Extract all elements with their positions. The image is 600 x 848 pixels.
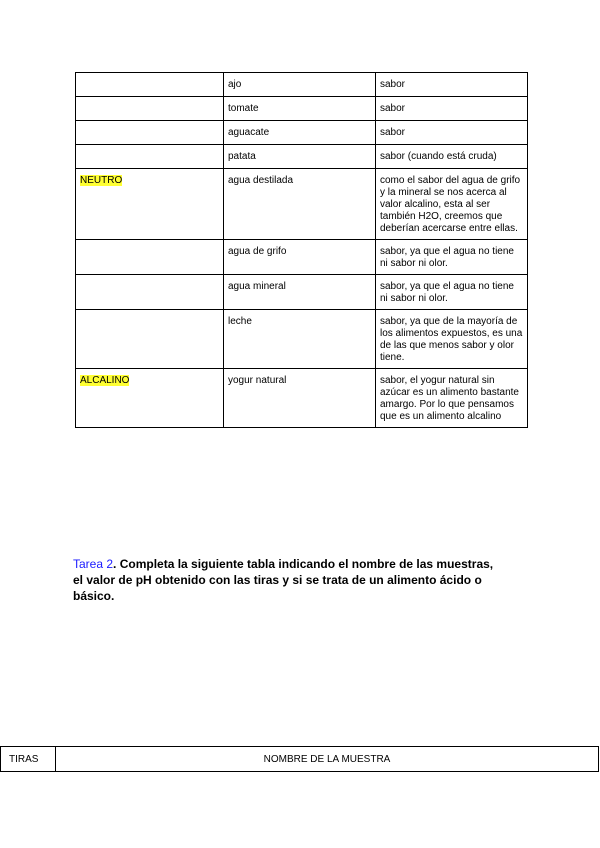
- food-cell: agua destilada: [224, 169, 376, 240]
- alcalino-highlight: ALCALINO: [80, 375, 130, 386]
- table-row: [76, 121, 528, 145]
- table-row: [76, 97, 528, 121]
- task-label: Tarea 2: [73, 557, 114, 571]
- category-cell: [76, 275, 224, 310]
- reason-cell: sabor: [376, 73, 528, 97]
- food-cell: aguacate: [224, 121, 376, 145]
- table-row: [76, 310, 528, 369]
- table-row: [76, 240, 528, 275]
- sample-name-header: NOMBRE DE LA MUESTRA: [56, 747, 599, 772]
- neutro-highlight: NEUTRO: [80, 175, 123, 186]
- table-row: [1, 747, 599, 772]
- table-row: [76, 369, 528, 428]
- table-row: [76, 169, 528, 240]
- food-cell: yogur natural: [224, 369, 376, 428]
- food-cell: leche: [224, 310, 376, 369]
- reason-cell: sabor, ya que el agua no tiene ni sabor ni olor.: [376, 275, 528, 310]
- category-cell: [76, 73, 224, 97]
- tiras-header: TIRAS: [1, 747, 56, 772]
- category-cell: [76, 97, 224, 121]
- results-table-header: [0, 746, 599, 772]
- category-cell: [76, 240, 224, 275]
- reason-cell: sabor, el yogur natural sin azúcar es un alimento bastante amargo. Por lo que pensamos que es un alimento alcalino: [376, 369, 528, 428]
- food-cell: tomate: [224, 97, 376, 121]
- food-classification-table: [75, 72, 528, 428]
- category-cell: [76, 310, 224, 369]
- reason-cell: sabor, ya que el agua no tiene ni sabor ni olor.: [376, 240, 528, 275]
- reason-cell: como el sabor del agua de grifo y la mineral se nos acerca al valor alcalino, esta al ser también H2O, creemos que deberían acercarse entre ellas.: [376, 169, 528, 240]
- food-cell: agua mineral: [224, 275, 376, 310]
- reason-cell: sabor: [376, 121, 528, 145]
- task-instruction: [73, 556, 503, 604]
- category-cell: [76, 169, 224, 240]
- task-text: . Completa la siguiente tabla indicando el nombre de las muestras, el valor de pH obtenido con las tiras y si se trata de un alimento ácido o básico.: [73, 557, 494, 603]
- reason-cell: sabor (cuando está cruda): [376, 145, 528, 169]
- reason-cell: sabor, ya que de la mayoría de los alimentos expuestos, es una de las que menos sabor y olor tiene.: [376, 310, 528, 369]
- category-cell: [76, 145, 224, 169]
- food-cell: patata: [224, 145, 376, 169]
- table-row: [76, 145, 528, 169]
- food-cell: agua de grifo: [224, 240, 376, 275]
- category-cell: [76, 369, 224, 428]
- food-cell: ajo: [224, 73, 376, 97]
- table-row: [76, 275, 528, 310]
- table-row: [76, 73, 528, 97]
- category-cell: [76, 121, 224, 145]
- reason-cell: sabor: [376, 97, 528, 121]
